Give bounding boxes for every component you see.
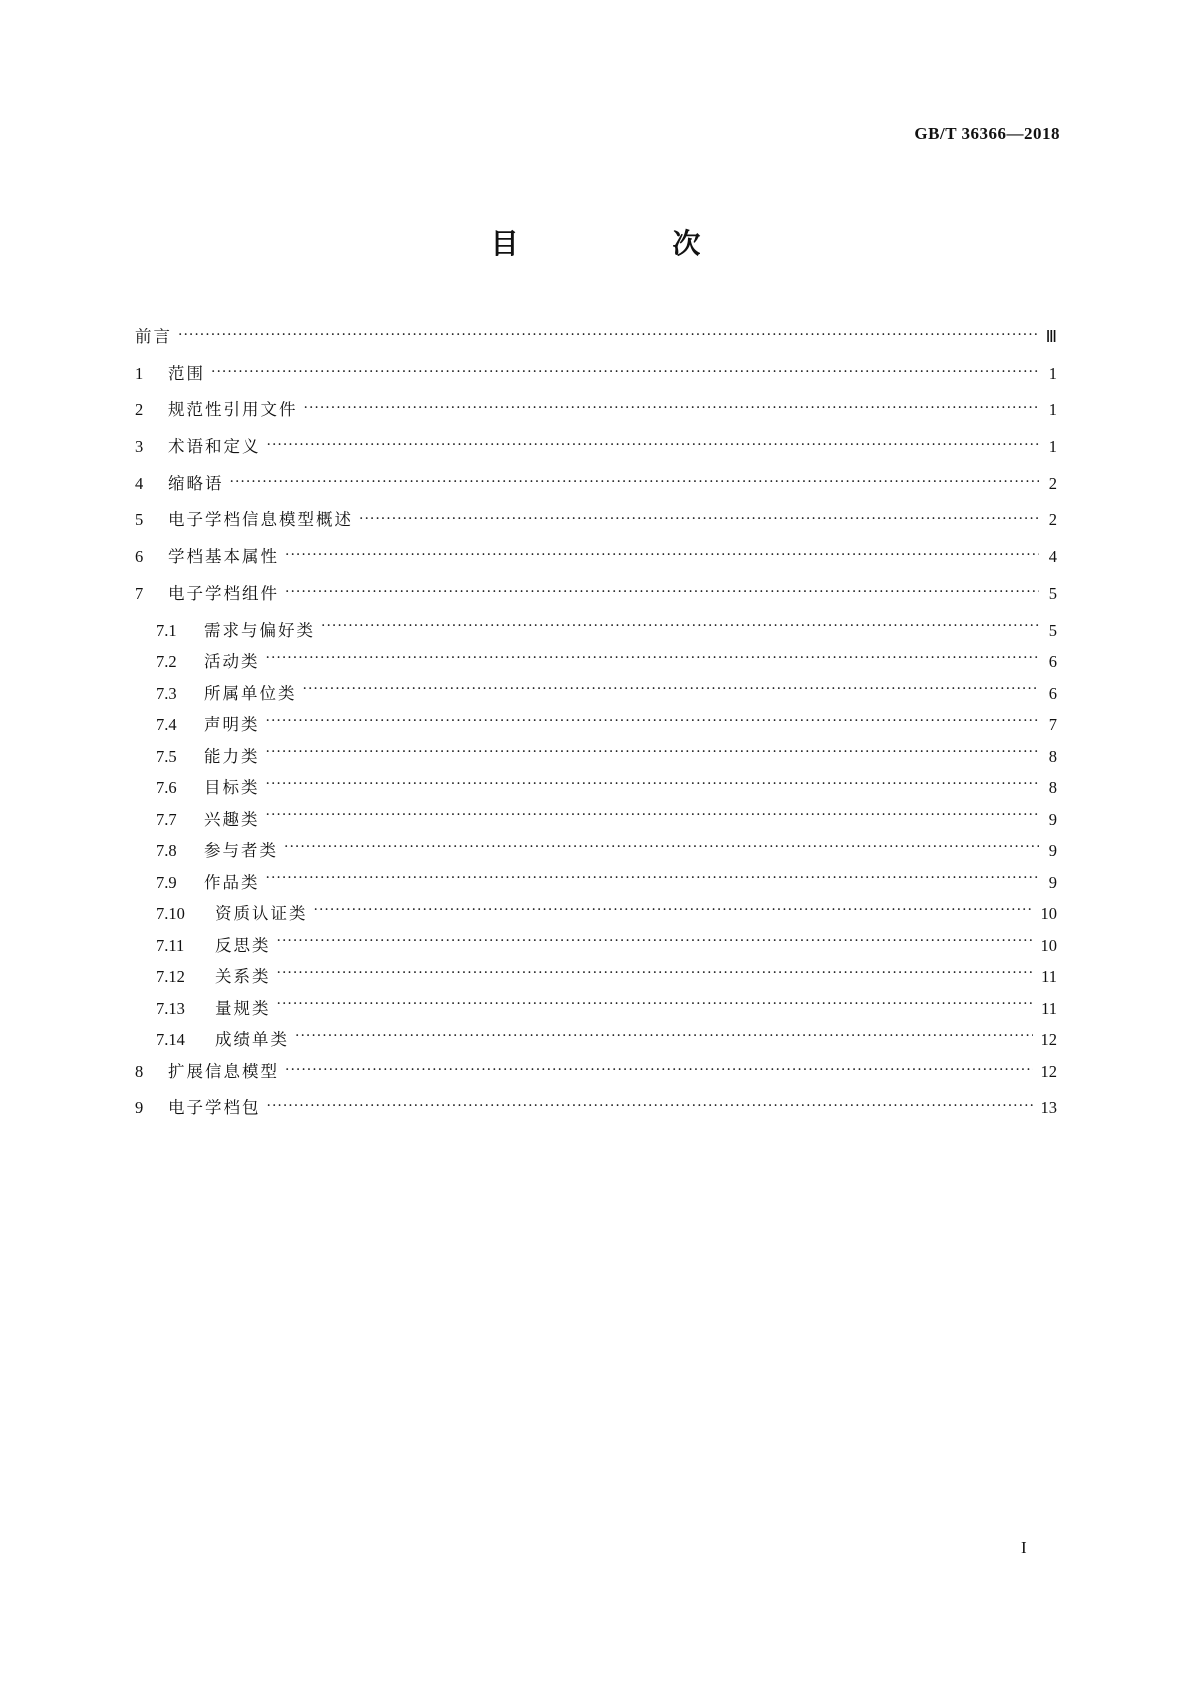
toc-entry-label: 扩展信息模型 — [168, 1061, 279, 1081]
toc-entry-foreword[interactable] — [135, 323, 1057, 360]
toc-entry-3[interactable] — [135, 433, 1057, 470]
toc-entry-number: 2 — [135, 400, 144, 420]
toc-entry-page: 2 — [1048, 510, 1057, 530]
toc-entry-number: 7.4 — [156, 715, 177, 734]
toc-entry-5[interactable] — [135, 506, 1057, 543]
toc-entry-number: 6 — [135, 547, 144, 567]
toc-entry-page: 1 — [1048, 437, 1057, 457]
toc-entry-label: 反思类 — [215, 935, 271, 955]
toc-leader-dots — [304, 406, 1040, 423]
toc-entry-label: 术语和定义 — [168, 437, 261, 457]
toc-entry-7-4[interactable] — [135, 711, 1057, 743]
toc-entry-4[interactable] — [135, 470, 1057, 507]
toc-entry-page: 5 — [1048, 620, 1057, 640]
toc-leader-dots — [321, 624, 1039, 641]
toc-entry-label: 资质认证类 — [215, 904, 308, 923]
toc-entry-7-6[interactable] — [135, 774, 1057, 806]
toc-entry-number: 7.8 — [156, 841, 177, 860]
toc-leader-dots — [266, 813, 1040, 830]
toc-entry-label: 电子学档组件 — [168, 583, 279, 603]
toc-entry-number: 7.5 — [156, 746, 177, 766]
toc-entry-number: 7.14 — [156, 1030, 185, 1049]
toc-entry-number: 7.1 — [156, 620, 177, 640]
toc-entry-label: 活动类 — [204, 652, 260, 671]
toc-entry-label: 成绩单类 — [215, 1030, 289, 1049]
toc-leader-dots — [277, 1002, 1034, 1019]
toc-entry-page: 12 — [1040, 1061, 1057, 1081]
page-number: I — [1021, 1538, 1027, 1557]
toc-entry-page: 2 — [1048, 473, 1057, 493]
toc-entry-label: 量规类 — [215, 998, 271, 1018]
toc-entry-label: 所属单位类 — [204, 683, 297, 703]
toc-entry-label: 目标类 — [204, 778, 260, 797]
toc-entry-page: 8 — [1048, 778, 1057, 797]
toc-entry-7-14[interactable] — [135, 1026, 1057, 1058]
toc-entry-7-9[interactable] — [135, 869, 1057, 901]
toc-entry-page: 10 — [1040, 904, 1057, 923]
toc-entry-number: 7.6 — [156, 778, 177, 797]
toc-leader-dots — [277, 971, 1034, 988]
toc-leader-dots — [266, 656, 1040, 673]
toc-entry-number: 9 — [135, 1098, 144, 1118]
toc-entry-label: 关系类 — [215, 967, 271, 986]
toc-leader-dots — [211, 370, 1039, 387]
table-of-contents — [135, 323, 1057, 1131]
toc-entry-7-7[interactable] — [135, 806, 1057, 838]
page-title: 目 次 — [490, 227, 773, 260]
toc-leader-dots — [267, 443, 1040, 460]
toc-entry-label: 规范性引用文件 — [168, 400, 298, 420]
toc-leader-dots — [266, 719, 1040, 736]
toc-entry-label: 电子学档包 — [168, 1098, 261, 1118]
toc-leader-dots — [285, 553, 1039, 570]
toc-entry-number: 7.2 — [156, 652, 177, 671]
toc-leader-dots — [285, 590, 1039, 607]
toc-entry-page: 12 — [1040, 1030, 1057, 1049]
toc-entry-number: 3 — [135, 437, 144, 457]
toc-entry-page: 1 — [1048, 400, 1057, 420]
toc-leader-dots — [267, 1104, 1033, 1121]
toc-entry-page: 8 — [1048, 746, 1057, 766]
toc-entry-7[interactable] — [135, 580, 1057, 617]
toc-entry-label: 参与者类 — [204, 841, 278, 860]
toc-leader-dots — [314, 908, 1033, 925]
toc-entry-page: 1 — [1048, 363, 1057, 383]
toc-leader-dots — [266, 782, 1040, 799]
toc-entry-label: 作品类 — [204, 872, 260, 892]
toc-entry-number: 5 — [135, 510, 144, 530]
toc-entry-page: 13 — [1040, 1098, 1057, 1118]
toc-entry-7-12[interactable] — [135, 963, 1057, 995]
toc-leader-dots — [285, 1068, 1033, 1085]
toc-entry-page: Ⅲ — [1045, 327, 1057, 346]
toc-entry-label: 范围 — [168, 363, 205, 383]
toc-entry-number: 7.7 — [156, 809, 177, 829]
toc-entry-page: 7 — [1048, 715, 1057, 734]
toc-entry-7-5[interactable] — [135, 743, 1057, 775]
toc-leader-dots — [230, 480, 1040, 497]
toc-entry-2[interactable] — [135, 396, 1057, 433]
toc-leader-dots — [295, 1034, 1033, 1051]
toc-entry-page: 11 — [1041, 967, 1057, 986]
toc-leader-dots — [266, 750, 1040, 767]
toc-leader-dots — [178, 333, 1038, 350]
toc-entry-page: 6 — [1048, 652, 1057, 671]
toc-entry-9[interactable] — [135, 1094, 1057, 1131]
toc-entry-number: 7.10 — [156, 904, 185, 923]
toc-entry-7-13[interactable] — [135, 995, 1057, 1027]
toc-entry-page: 4 — [1048, 547, 1057, 567]
toc-entry-1[interactable] — [135, 360, 1057, 397]
toc-leader-dots — [277, 939, 1033, 956]
toc-leader-dots — [284, 845, 1039, 862]
toc-entry-label: 兴趣类 — [204, 809, 260, 829]
toc-entry-page: 6 — [1048, 683, 1057, 703]
toc-entry-number: 7 — [135, 583, 144, 603]
toc-entry-page: 9 — [1048, 872, 1057, 892]
toc-leader-dots — [359, 517, 1039, 534]
standard-code: GB/T 36366—2018 — [914, 124, 1060, 143]
toc-leader-dots — [266, 876, 1040, 893]
toc-entry-number: 7.9 — [156, 872, 177, 892]
toc-entry-7-3[interactable] — [135, 680, 1057, 712]
toc-entry-6[interactable] — [135, 543, 1057, 580]
toc-entry-label: 电子学档信息模型概述 — [168, 510, 353, 530]
toc-entry-7-10[interactable] — [135, 900, 1057, 932]
toc-entry-number: 7.12 — [156, 967, 185, 986]
toc-entry-page: 9 — [1048, 841, 1057, 860]
toc-entry-number: 4 — [135, 473, 144, 493]
toc-entry-number: 1 — [135, 363, 144, 383]
toc-entry-8[interactable] — [135, 1058, 1057, 1095]
toc-entry-page: 10 — [1040, 935, 1057, 955]
toc-entry-number: 7.3 — [156, 683, 177, 703]
toc-entry-label: 学档基本属性 — [168, 547, 279, 567]
toc-entry-label: 需求与偏好类 — [204, 620, 315, 640]
toc-entry-number: 8 — [135, 1061, 144, 1081]
toc-entry-7-1[interactable] — [135, 617, 1057, 649]
toc-entry-page: 5 — [1048, 583, 1057, 603]
toc-entry-label: 缩略语 — [168, 473, 224, 493]
toc-entry-number: 7.11 — [156, 935, 185, 955]
toc-entry-7-11[interactable] — [135, 932, 1057, 964]
toc-entry-label: 声明类 — [204, 715, 260, 734]
toc-entry-number: 7.13 — [156, 998, 185, 1018]
toc-entry-label: 能力类 — [204, 746, 260, 766]
toc-leader-dots — [303, 687, 1040, 704]
toc-entry-label: 前言 — [135, 327, 172, 346]
toc-entry-7-2[interactable] — [135, 648, 1057, 680]
toc-entry-page: 9 — [1048, 809, 1057, 829]
toc-entry-page: 11 — [1041, 998, 1057, 1018]
toc-entry-7-8[interactable] — [135, 837, 1057, 869]
